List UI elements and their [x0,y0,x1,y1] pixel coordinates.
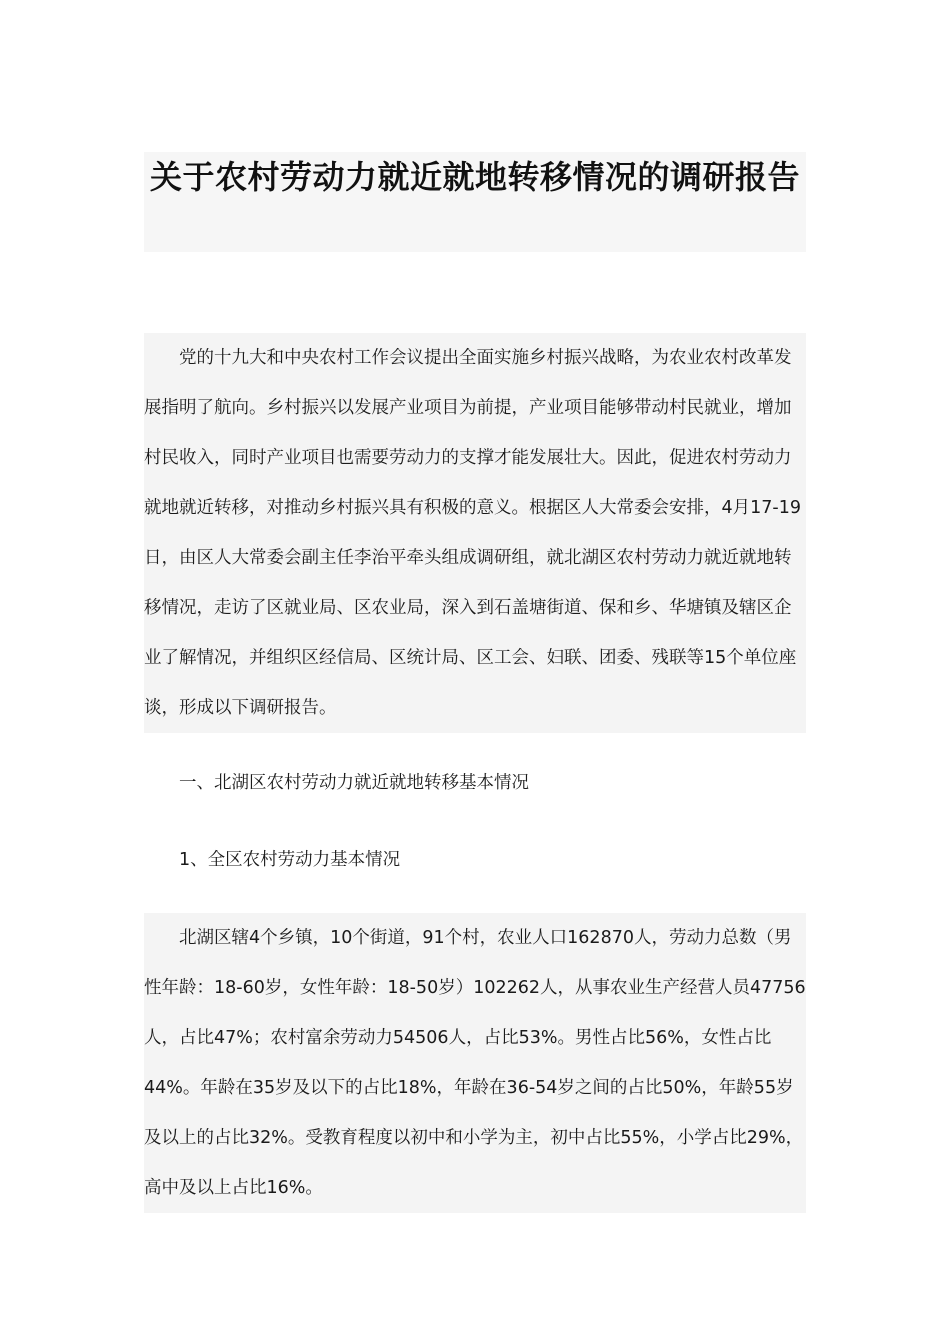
subsection-heading-block [144,835,806,885]
subsection-heading: 1、全区农村劳动力基本情况 [179,850,401,870]
stats-paragraph: 北湖区辖4个乡镇，10个街道，91个村，农业人口162870人，劳动力总数（男性年龄：18-60岁，女性年龄：18-50岁）102262人，从事农业生产经营人员47756人，占比47%；农村富余劳动力54506人，占比53%。男性占比56%，女性占比44%。年龄在35岁及以下的占比18%，年龄在36-54岁之间的占比50%，年龄55岁及以上的占比32%。受教育程度以初中和小学为主，初中占比55%，小学占比29%，高中及以上占比16%。 [144,913,806,1213]
document-title: 关于农村劳动力就近就地转移情况的调研报告 [149,158,800,196]
stats-section [144,913,806,1213]
intro-section [144,333,806,733]
intro-paragraph: 党的十九大和中央农村工作会议提出全面实施乡村振兴战略，为农业农村改革发展指明了航向。乡村振兴以发展产业项目为前提，产业项目能够带动村民就业，增加村民收入，同时产业项目也需要劳动力的支撑才能发展壮大。因此，促进农村劳动力就地就近转移，对推动乡村振兴具有积极的意义。根据区人大常委会安排，4月17-19日，由区人大常委会副主任李治平牵头组成调研组，就北湖区农村劳动力就近就地转移情况，走访了区就业局、区农业局，深入到石盖塘街道、保和乡、华塘镇及辖区企业了解情况，并组织区经信局、区统计局、区工会、妇联、团委、残联等15个单位座谈，形成以下调研报告。 [144,333,806,733]
title-block [144,152,806,252]
section-heading: 一、北湖区农村劳动力就近就地转移基本情况 [179,773,529,793]
section-heading-block [144,758,806,808]
